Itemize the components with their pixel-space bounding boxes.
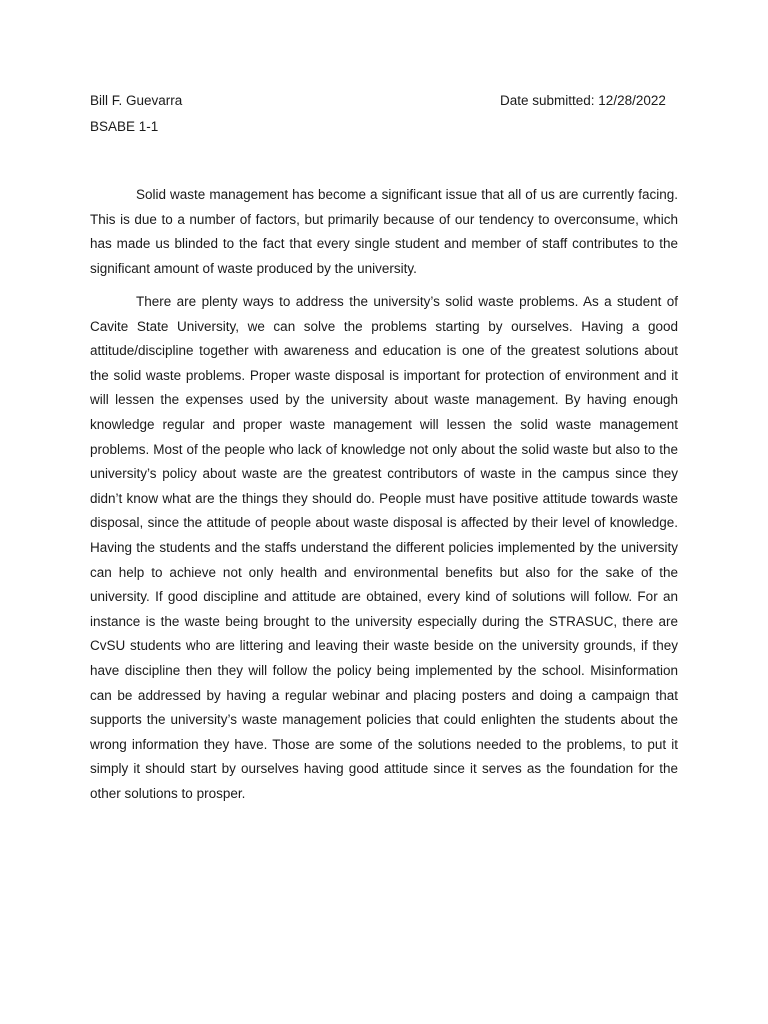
- paragraph-solutions: There are plenty ways to address the university’s solid waste problems. As a student of Cavite State University, we can solve the problems starting by ourselves. Having a good attitude/discipline together with awareness and education is one of the greatest solutions about the solid waste problems. Proper waste disposal is important for protection of environment and it will lessen the expenses used by the university about waste management. By having enough knowledge regular and proper waste management will lessen the solid waste management problems. Most of the people who lack of knowledge not only about the solid waste but also to the university’s policy about waste are the greatest contributors of waste in the campus since they didn’t know what are the things they should do. People must have positive attitude towards waste disposal, since the attitude of people about waste disposal is affected by their level of knowledge. Having the students and the staffs understand the different policies implemented by the university can help to achieve not only health and environmental benefits but also for the sake of the university. If good discipline and attitude are obtained, every kind of solutions will follow. For an instance is the waste being brought to the university especially during the STRASUC, there are CvSU students who are littering and leaving their waste beside on the university grounds, if they have discipline then they will follow the policy being implemented by the school. Misinformation can be addressed by having a regular webinar and placing posters and doing a campaign that supports the university’s waste management policies that could enlighten the students about the wrong information they have. Those are some of the solutions needed to the problems, to put it simply it should start by ourselves having good attitude since it serves as the foundation for the other solutions to prosper.: [90, 294, 678, 801]
- paragraph-intro: Solid waste management has become a significant issue that all of us are currently facing. This is due to a number of factors, but primarily because of our tendency to overconsume, which has made us blinded to the fact that every single student and member of staff contributes to the significant amount of waste produced by the university.: [90, 187, 678, 276]
- section-label: BSABE 1-1: [90, 119, 159, 134]
- author-name: Bill F. Guevarra: [90, 93, 183, 108]
- date-submitted: Date submitted: 12/28/2022: [500, 93, 666, 108]
